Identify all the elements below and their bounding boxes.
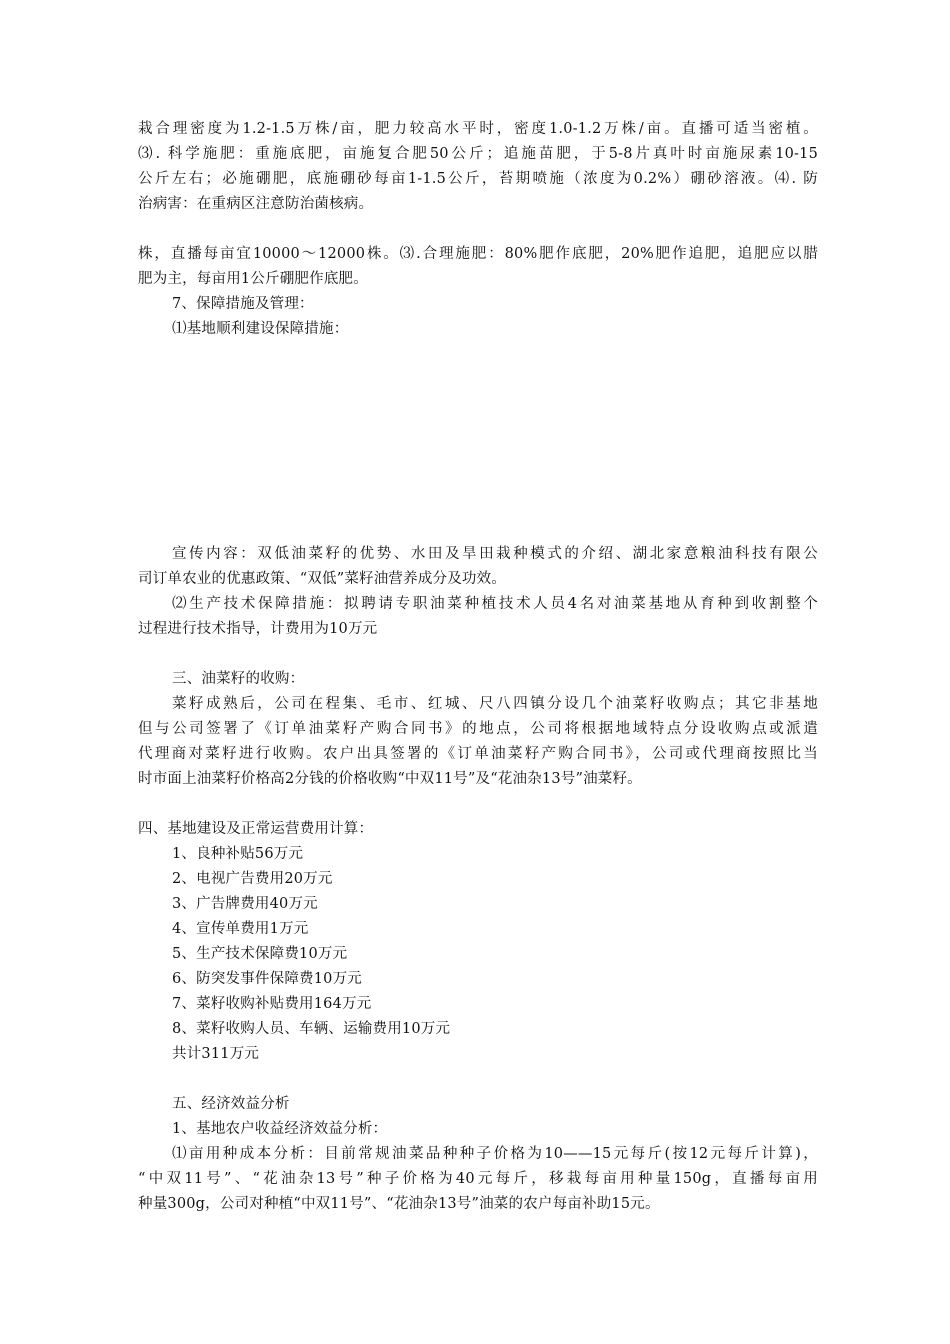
paragraph-line: 治病害：在重病区注意防治菌核病。 xyxy=(138,196,374,212)
paragraph-line: ⑵生产技术保障措施：拟聘请专职油菜种植技术人员4名对油菜基地从育种到收割整个 xyxy=(172,596,818,612)
paragraph-line: 种量300g，公司对种植“中双11号”、“花油杂13号”油菜的农户每亩补助15元。 xyxy=(138,1196,660,1212)
paragraph-line: 过程进行技术指导，计费用为10万元 xyxy=(138,621,378,637)
paragraph-line: 时市面上油菜籽价格高2分钱的价格收购“中双11号”及“花油杂13号”油菜籽。 xyxy=(138,771,642,787)
cost-item: 6、防突发事件保障费10万元 xyxy=(172,971,362,987)
cost-item: 4、宣传单费用1万元 xyxy=(172,921,309,937)
paragraph-line: 代理商对菜籽进行收购。农户出具签署的《订单油菜籽产购合同书》，公司或代理商按照比当 xyxy=(138,746,818,762)
cost-item: 7、菜籽收购补贴费用164万元 xyxy=(172,996,372,1012)
cost-item: 8、菜籽收购人员、车辆、运输费用10万元 xyxy=(172,1021,451,1037)
cost-total: 共计311万元 xyxy=(172,1046,260,1062)
paragraph-line: ⑶. 科学施肥：重施底肥，亩施复合肥50公斤；追施苗肥，于5-8片真叶时亩施尿素10-15 xyxy=(138,146,818,162)
section-heading: 7、保障措施及管理： xyxy=(172,296,314,312)
paragraph-line: 菜籽成熟后，公司在程集、毛市、红城、尺八四镇分设几个油菜籽收购点；其它非基地 xyxy=(172,696,818,712)
paragraph-line: 但与公司签署了《订单油菜籽产购合同书》的地点，公司将根据地域特点分设收购点或派遣 xyxy=(138,721,818,737)
paragraph-line: 宣传内容：双低油菜籽的优势、水田及旱田栽种模式的介绍、湖北家意粮油科技有限公 xyxy=(172,546,818,562)
section-heading: 四、基地建设及正常运营费用计算： xyxy=(138,821,374,837)
paragraph-line: 株，直播每亩宜10000～12000株。⑶.合理施肥：80%肥作底肥，20%肥作追肥，追肥应以腊 xyxy=(138,246,818,262)
paragraph-line: ⑴亩用种成本分析：目前常规油菜品种种子价格为10——15元每斤(按12元每斤计算)， xyxy=(172,1146,818,1162)
cost-item: 5、生产技术保障费10万元 xyxy=(172,946,348,962)
paragraph-line: “中双11号”、“花油杂13号”种子价格为40元每斤，移栽每亩用种量150g，直播每亩用 xyxy=(138,1171,818,1187)
paragraph-line: 司订单农业的优惠政策、“双低”菜籽油营养成分及功效。 xyxy=(138,571,507,587)
subsection-heading: ⑴基地顺利建设保障措施： xyxy=(172,321,349,337)
paragraph-line: 肥为主，每亩用1公斤硼肥作底肥。 xyxy=(138,271,368,287)
subsection-heading: 1、基地农户收益经济效益分析： xyxy=(172,1121,388,1137)
paragraph-line: 公斤左右；必施硼肥，底施硼砂每亩1-1.5公斤，苔期喷施（浓度为0.2%）硼砂溶液。⑷. 防 xyxy=(138,171,818,187)
cost-item: 3、广告牌费用40万元 xyxy=(172,896,318,912)
paragraph-line: 栽合理密度为1.2-1.5万株/亩，肥力较高水平时，密度1.0-1.2万株/亩。直播可适当密植。 xyxy=(138,121,818,137)
section-heading: 三、油菜籽的收购： xyxy=(172,671,305,687)
cost-item: 2、电视广告费用20万元 xyxy=(172,871,333,887)
section-heading: 五、经济效益分析 xyxy=(172,1096,290,1112)
cost-item: 1、良种补贴56万元 xyxy=(172,846,304,862)
